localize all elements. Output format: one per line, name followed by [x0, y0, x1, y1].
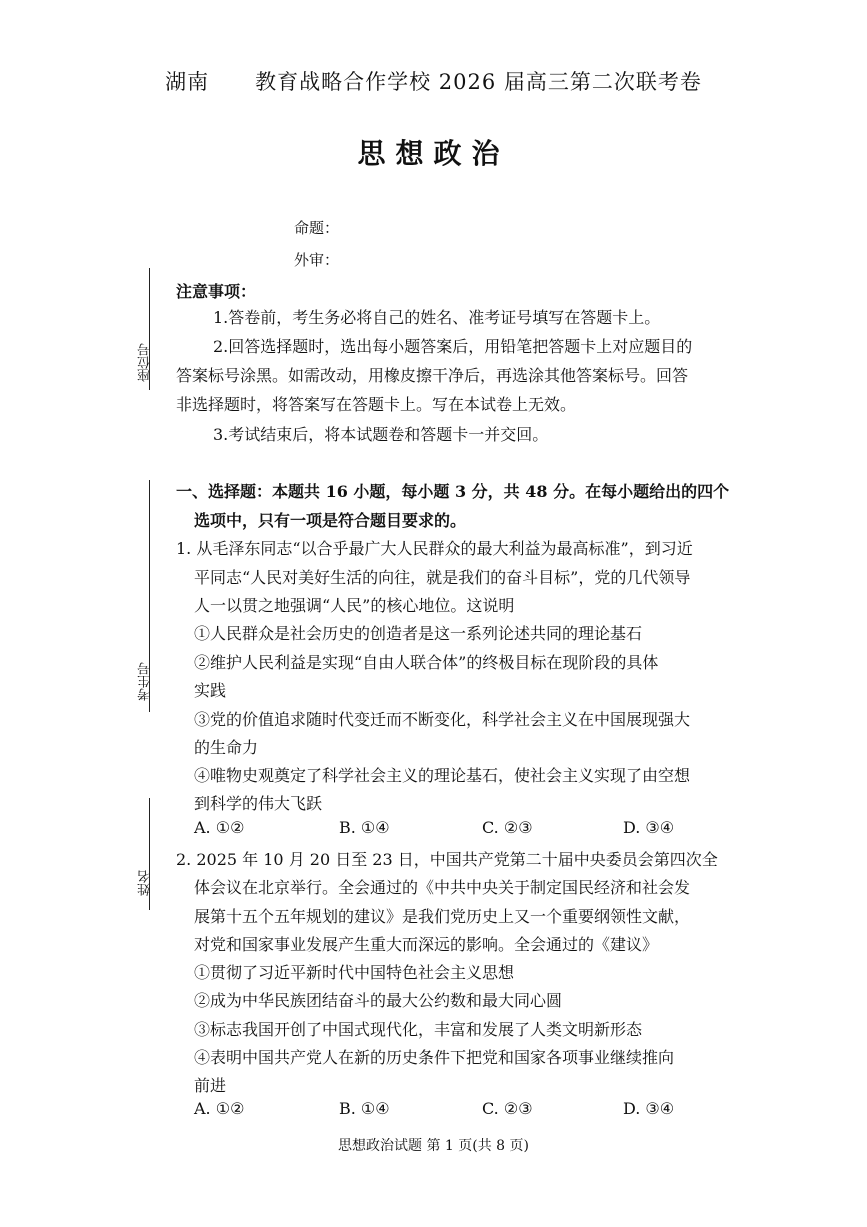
q2-stem-2: 体会议在北京举行。全会通过的《中共中央关于制定国民经济和社会发 [194, 878, 691, 897]
section-heading: 一、选择题：本题共 16 小题，每小题 3 分，共 48 分。在每小题给出的四个 [176, 482, 730, 501]
q1-statement-3-cont: 的生命力 [194, 738, 259, 757]
proposer-label: 命题： [294, 219, 340, 237]
q1-option-c: C. ②③ [482, 818, 533, 837]
notice-title: 注意事项： [176, 282, 257, 301]
exam-header [0, 66, 867, 96]
q2-statement-1: ①贯彻了习近平新时代中国特色社会主义思想 [194, 963, 515, 982]
q2-stem: 2. 2025 年 10 月 20 日至 23 日，中国共产党第二十届中央委员会第四次全 [176, 850, 718, 869]
reviewer-label: 外审： [294, 251, 340, 269]
q1-statement-2: ②维护人民利益是实现“自由人联合体”的终极目标在现阶段的具体 [194, 653, 659, 672]
q1-statement-3: ③党的价值追求随时代变迁而不断变化，科学社会主义在中国展现强大 [194, 710, 691, 729]
q1-statement-4-cont: 到科学的伟大飞跃 [194, 794, 323, 813]
q2-option-c: C. ②③ [482, 1099, 533, 1118]
q1-statement-4: ④唯物史观奠定了科学社会主义的理论基石，使社会主义实现了由空想 [194, 766, 691, 785]
page-footer: 思想政治试题 第 1 页(共 8 页) [338, 1138, 529, 1154]
examno-label: 考生号 [138, 662, 153, 701]
seat-label: 座位号 [138, 343, 153, 382]
q2-statement-3: ③标志我国开创了中国式现代化，丰富和发展了人类文明新形态 [194, 1020, 643, 1039]
q2-stem-3: 展第十五个五年规划的建议》是我们党历史上又一个重要纲领性文献， [194, 907, 691, 926]
q1-stem-2: 平同志“人民对美好生活的向往，就是我们的奋斗目标”，党的几代领导 [194, 568, 691, 587]
q1-stem-3: 人一以贯之地强调“人民”的核心地位。这说明 [194, 596, 515, 615]
q1-option-d: D. ③④ [623, 818, 675, 837]
q2-statement-4-cont: 前进 [194, 1076, 227, 1095]
section-heading-cont: 选项中，只有一项是符合题目要求的。 [194, 511, 467, 530]
notice-item-2: 2.回答选择题时，选出每小题答案后，用铅笔把答题卡上对应题目的 [213, 337, 693, 356]
q2-option-b: B. ①④ [339, 1099, 390, 1118]
q1-option-b: B. ①④ [339, 818, 390, 837]
subject-title: 思想政治 [357, 137, 510, 170]
q2-statement-4: ④表明中国共产党人在新的历史条件下把党和国家各项事业继续推向 [194, 1048, 675, 1067]
header-region: 湖南 [165, 70, 210, 94]
name-label: 姓名 [138, 870, 153, 896]
notice-item-3: 3.考试结束后，将本试题卷和答题卡一并交回。 [213, 425, 549, 444]
notice-item-2-cont2: 非选择题时，将答案写在答题卡上。写在本试卷上无效。 [176, 395, 577, 414]
q2-option-a: A. ①② [194, 1099, 245, 1118]
notice-item-2-cont: 答案标号涂黑。如需改动，用橡皮擦干净后，再选涂其他答案标号。回答 [176, 366, 689, 385]
q2-stem-4: 对党和国家事业发展产生重大而深远的影响。全会通过的《建议》 [194, 935, 659, 954]
q2-statement-2: ②成为中华民族团结奋斗的最大公约数和最大同心圆 [194, 991, 563, 1010]
header-title: 教育战略合作学校 2026 届高三第二次联考卷 [255, 70, 702, 94]
q1-statement-1: ①人民群众是社会历史的创造者是这一系列论述共同的理论基石 [194, 624, 643, 643]
notice-item-1: 1.答卷前，考生务必将自己的姓名、准考证号填写在答题卡上。 [213, 308, 661, 327]
q1-statement-2-cont: 实践 [194, 681, 227, 700]
q1-stem: 1. 从毛泽东同志“以合乎最广大人民群众的最大利益为最高标准”，到习近 [176, 539, 693, 558]
q2-option-d: D. ③④ [623, 1099, 675, 1118]
q1-option-a: A. ①② [194, 818, 245, 837]
